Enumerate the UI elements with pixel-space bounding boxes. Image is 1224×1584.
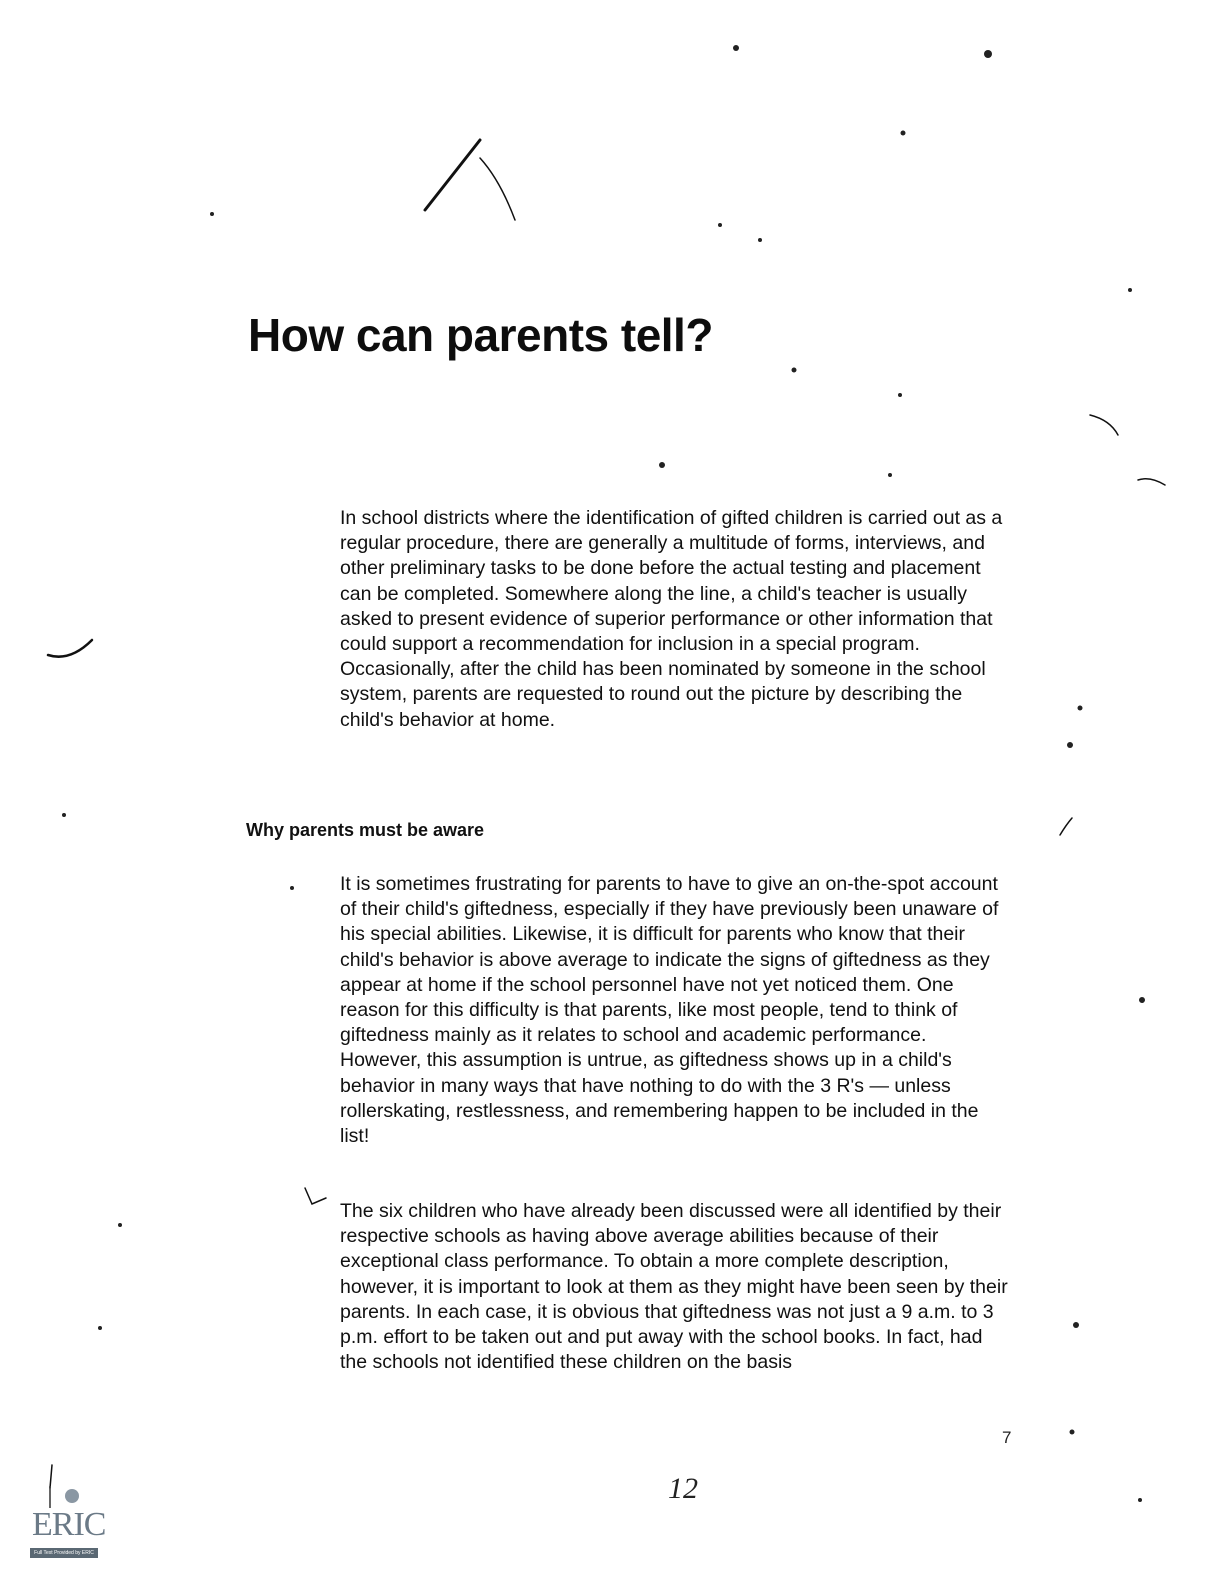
page-number: 7 <box>1002 1428 1012 1447</box>
eric-logo <box>28 1484 104 1566</box>
aware-paragraph: It is sometimes frustrating for parents to have to give an on-the-spot account of their child's giftedness, especially if they have previously been unaware of his special abilities. Likewise, it is difficult for parents who know that their child's behavior is above average to indicate the signs of giftedness as they appear at home if the school personnel have not yet noticed them. One reason for this difficulty is that parents, like most people, tend to think of giftedness mainly as it relates to school and academic performance. However, this assumption is untrue, as giftedness shows up in a child's behavior in many ways that have nothing to do with the 3 R's — unless rollerskating, restlessness, and remembering happen to be included in the list! <box>340 873 999 1148</box>
intro-paragraph: In school districts where the identification of gifted children is carried out as a regular procedure, there are generally a multitude of forms, interviews, and other preliminary tasks to be done before the actual testing and placement can be completed. Somewhere along the line, a child's teacher is usually asked to present evidence of superior performance or other information that could support a recommendation for inclusion in a special program. Occasionally, after the child has been nominated by someone in the school system, parents are requested to round out the picture by describing the child's behavior at home. <box>340 507 1003 731</box>
section-subheading: Why parents must be aware <box>246 820 485 840</box>
eric-logo-text: ERIC <box>32 1506 106 1543</box>
eric-logo-tagline: Full Text Provided by ERIC <box>30 1548 98 1558</box>
six-children-paragraph: The six children who have already been discussed were all identified by their respective schools as having above average abilities because of their exceptional class performance. To obtain a more complete description, however, it is important to look at them as they might have been seen by their parents. In each case, it is obvious that giftedness was not just a 9 a.m. to 3 p.m. effort to be taken out and put away with the school books. In fact, had the schools not identified these children on the basis <box>340 1200 1008 1374</box>
page-title: How can parents tell? <box>248 309 713 361</box>
footer-number: 12 <box>668 1472 698 1505</box>
